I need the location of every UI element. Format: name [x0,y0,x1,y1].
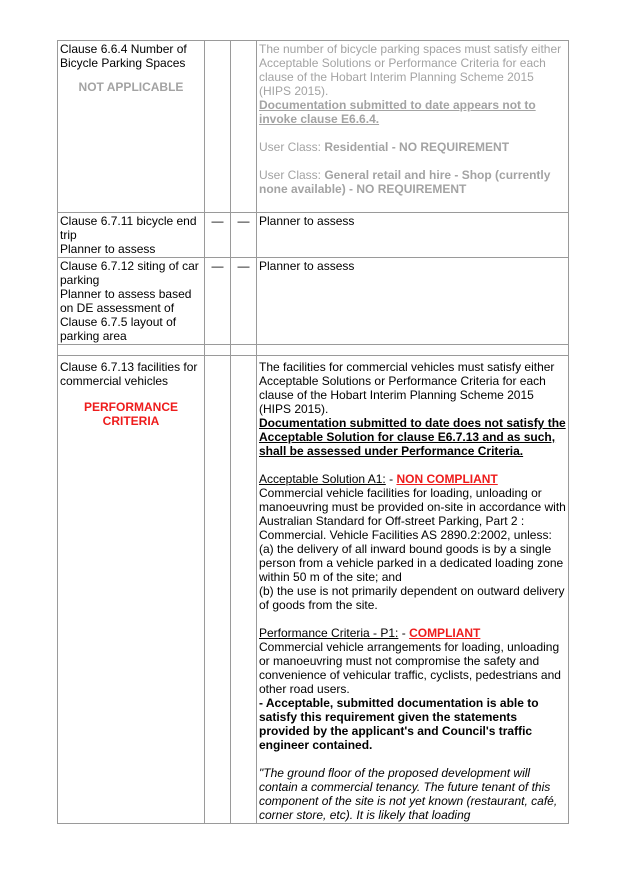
clause-note: Planner to assess based on DE assessment of Clause 6.7.5 layout of parking area [60,287,192,343]
status-label: PERFORMANCE CRITERIA [83,400,178,428]
dash-cell: — [205,258,231,345]
comment-cell [257,41,569,213]
table-row [58,356,569,824]
clause-title: Clause 6.7.13 facilities for commercial vehicles [60,360,198,388]
empty-cell [205,41,231,213]
clause-cell [58,258,205,345]
paragraph-bold: Documentation submitted to date does not satisfy the Acceptable Solution for clause E6.7.13 and as such, shall be assessed under Performance Criteria. [259,416,566,458]
paragraph: The number of bicycle parking spaces must satisfy either Acceptable Solutions or Performance Criteria for each clause of the Hobart Interim Planning Scheme 2015 (HIPS 2015). [259,42,562,98]
paragraph: Commercial vehicle facilities for loading, unloading or manoeuvring must be provided on-site in accordance with Australian Standard for Off-street Parking, Part 2 : Commercial. Vehicle Facilities AS 2890.2:2002, unless: [259,486,566,542]
clause-title: Clause 6.7.11 bicycle end trip [60,214,197,242]
clause-title: Clause 6.7.12 siting of car parking [60,259,199,287]
acceptable-solution-heading: Acceptable Solution A1: - NON COMPLIANT [259,472,498,486]
table-row [58,213,569,258]
paragraph: (a) the delivery of all inward bound goods is by a single person from a vehicle parked in a dedicated loading zone within 50 m of the site; and [259,542,564,584]
spacer-row [58,345,569,356]
status-label: NOT APPLICABLE [78,80,184,94]
assessment-table [57,40,569,824]
dash-cell: — [231,258,257,345]
comment-cell: Planner to assess [257,213,569,258]
paragraph: Commercial vehicle arrangements for loading, unloading or manoeuvring must not compromise the safety and convenience of vehicular traffic, cyclists, pedestrians and other road users. [259,640,561,696]
table-row [58,41,569,213]
comment-cell: Planner to assess [257,258,569,345]
clause-title: Clause 6.6.4 Number of Bicycle Parking Spaces [60,42,187,70]
quote-paragraph: "The ground floor of the proposed development will contain a commercial tenancy. The future tenant of this component of the site is not yet known (restaurant, café, corner store, etc). It is likely that loading [259,766,558,822]
dash-cell: — [205,213,231,258]
clause-cell [58,213,205,258]
empty-cell [205,356,231,824]
dash-cell: — [231,213,257,258]
user-class-2: User Class: General retail and hire - Shop (currently none available) - NO REQUIREMENT [259,168,551,196]
clause-cell [58,41,205,213]
paragraph-bold: Documentation submitted to date appears not to invoke clause E6.6.4. [259,98,536,126]
paragraph-bold: - Acceptable, submitted documentation is able to satisfy this requirement given the statements provided by the applicant's and Council's traffic engineer contained. [259,696,539,752]
empty-cell [231,356,257,824]
user-class-1: User Class: Residential - NO REQUIREMENT [259,140,510,154]
clause-cell [58,356,205,824]
paragraph: (b) the use is not primarily dependent on outward delivery of goods from the site. [259,584,565,612]
empty-cell [231,41,257,213]
clause-note: Planner to assess [60,242,156,256]
paragraph: The facilities for commercial vehicles must satisfy either Acceptable Solutions or Performance Criteria for each clause of the Hobart Interim Planning Scheme 2015 (HIPS 2015). [259,360,555,416]
table-row [58,258,569,345]
performance-criteria-heading: Performance Criteria - P1: - COMPLIANT [259,626,481,640]
comment-cell [257,356,569,824]
